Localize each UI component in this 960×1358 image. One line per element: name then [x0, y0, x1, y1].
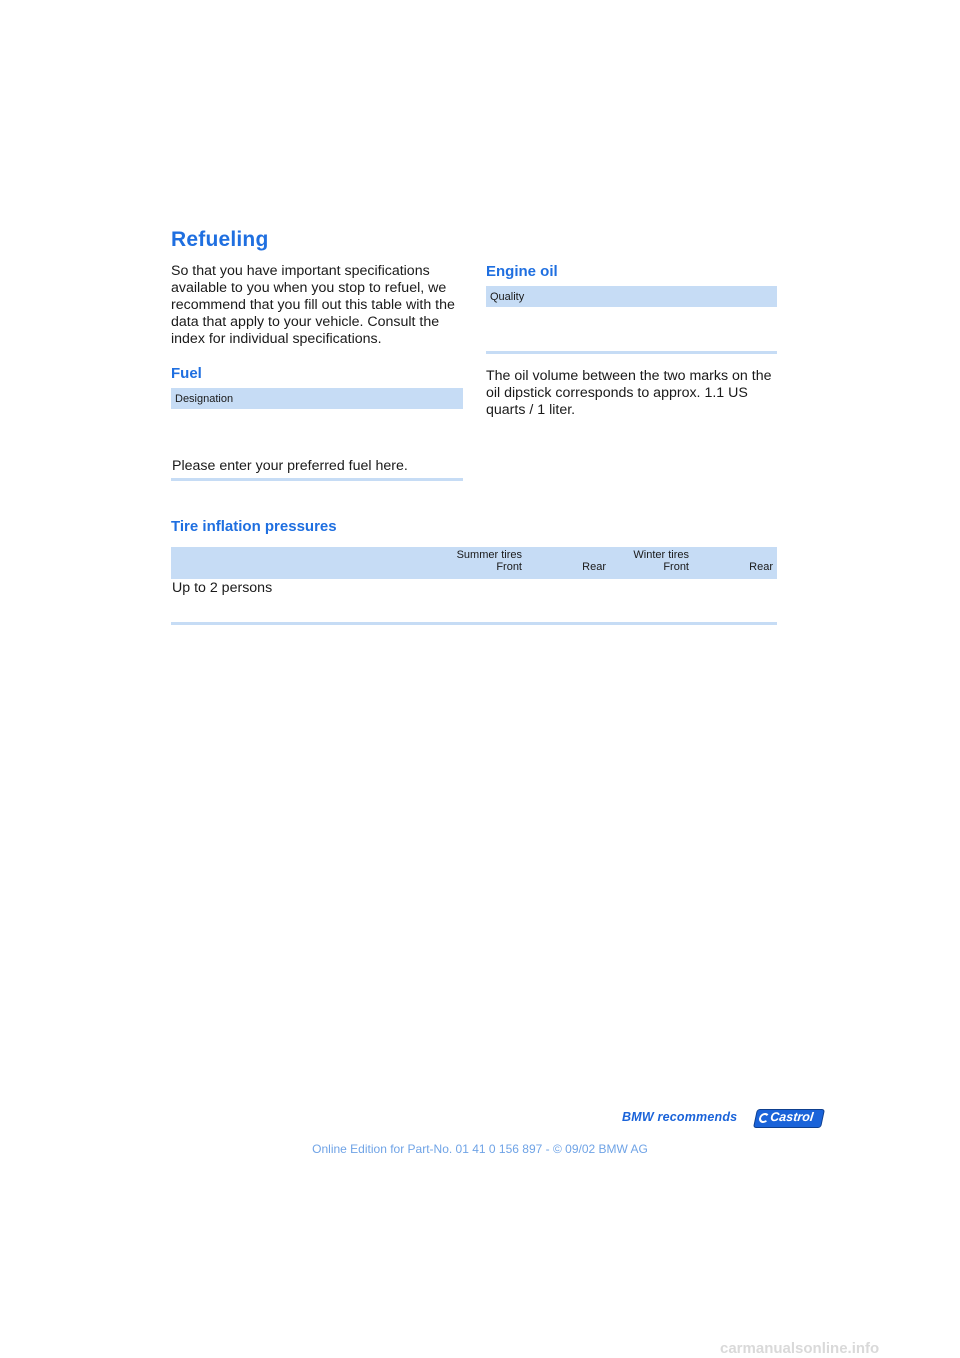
fuel-heading: Fuel [171, 365, 202, 382]
tire-summer-rear-label: Rear [582, 561, 606, 573]
engine-oil-quality-bar [486, 286, 777, 307]
tire-winter-rear-label: Rear [749, 561, 773, 573]
engine-oil-divider [486, 351, 777, 354]
tire-summer-label: Summer tires [456, 549, 522, 561]
castrol-swirl-icon [758, 1113, 770, 1123]
fuel-divider [171, 478, 463, 481]
page-title: Refueling [171, 228, 269, 251]
site-watermark: carmanualsonline.info [720, 1340, 880, 1357]
tire-winter-front-label: Front [663, 561, 689, 573]
castrol-logo-text: Castrol [769, 1110, 815, 1124]
tire-divider [171, 622, 777, 625]
engine-oil-note: The oil volume between the two marks on the oil dipstick corresponds to approx. 1.1 US quarts / 1 liter. [486, 368, 772, 418]
bmw-recommends-logo: BMW recommends [622, 1110, 738, 1124]
intro-paragraph: So that you have important specifications available to you when you stop to refuel, we recommend that you fill out this table with the data that apply to your vehicle. Consult the index for individual specifications. [171, 263, 455, 347]
engine-oil-heading: Engine oil [486, 263, 558, 280]
tire-header-bar [171, 547, 777, 579]
tire-summer-front-label: Front [496, 561, 522, 573]
tire-row-label: Up to 2 persons [172, 580, 273, 596]
castrol-logo [753, 1109, 825, 1128]
fuel-designation-label: Designation [175, 393, 234, 405]
tire-winter-label: Winter tires [633, 549, 689, 561]
engine-oil-quality-label: Quality [490, 291, 525, 303]
tire-heading: Tire inflation pressures [171, 518, 337, 535]
online-edition-link[interactable]: Online Edition for Part-No. 01 41 0 156 897 - © 09/02 BMW AG [312, 1142, 648, 1156]
fuel-designation-bar [171, 388, 463, 409]
fuel-note: Please enter your preferred fuel here. [172, 458, 408, 474]
